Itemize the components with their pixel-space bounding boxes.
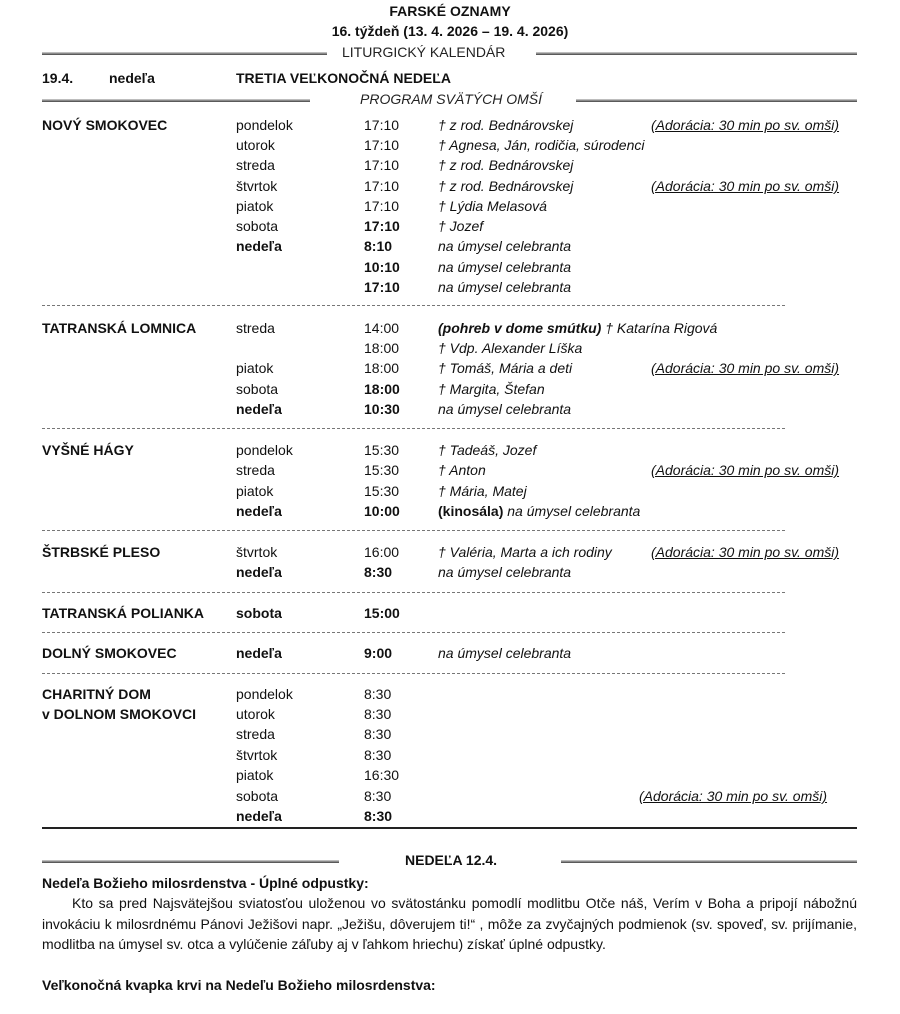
mass-row xyxy=(0,176,900,196)
header-rule-right xyxy=(576,99,857,102)
mass-time: 8:30 xyxy=(364,564,393,580)
dashed-divider xyxy=(42,428,785,429)
mass-day: nedeľa xyxy=(236,503,282,519)
liturgical-calendar-header xyxy=(42,44,857,61)
dashed-divider xyxy=(42,592,785,593)
adoration-note: (Adorácia: 30 min po sv. omši) xyxy=(651,544,840,560)
mass-time: 10:10 xyxy=(364,259,400,275)
location-name: TATRANSKÁ LOMNICA xyxy=(42,320,197,336)
mass-row xyxy=(0,257,900,277)
mass-intention: † z rod. Bednárovskej xyxy=(438,157,574,173)
mass-time: 17:10 xyxy=(364,157,400,173)
mass-intention: † Tomáš, Mária a deti xyxy=(438,360,573,376)
mass-row xyxy=(0,501,900,521)
mass-time: 8:30 xyxy=(364,706,392,722)
mass-day: pondelok xyxy=(236,686,293,702)
dashed-divider xyxy=(42,305,785,306)
mass-time: 17:10 xyxy=(364,137,400,153)
mass-intention: † z rod. Bednárovskej xyxy=(438,117,574,133)
mass-intention: na úmysel celebranta xyxy=(438,279,572,295)
adoration-note: (Adorácia: 30 min po sv. omši) xyxy=(639,788,828,804)
mass-time: 10:00 xyxy=(364,503,400,519)
mass-day: pondelok xyxy=(236,442,293,458)
mass-row xyxy=(0,643,900,663)
mass-intention: na úmysel celebranta xyxy=(438,238,572,254)
page-title: FARSKÉ OZNAMY xyxy=(389,3,511,19)
announcement-title: Nedeľa Božieho milosrdenstva - Úplné odpustky: xyxy=(42,875,369,891)
mass-time: 15:30 xyxy=(364,462,400,478)
mass-day: nedeľa xyxy=(236,564,282,580)
adoration-note: (Adorácia: 30 min po sv. omši) xyxy=(651,178,840,194)
mass-time: 8:30 xyxy=(364,788,392,804)
mass-intention: † Valéria, Marta a ich rodiny xyxy=(438,544,612,560)
mass-day: sobota xyxy=(236,381,279,397)
dashed-divider xyxy=(42,632,785,633)
mass-time: 17:10 xyxy=(364,218,400,234)
adoration-note: (Adorácia: 30 min po sv. omši) xyxy=(651,462,840,478)
mass-intention-group xyxy=(438,501,640,521)
location-name: DOLNÝ SMOKOVEC xyxy=(42,645,177,661)
header-rule-left xyxy=(42,99,310,102)
announcement-blood-drive xyxy=(42,977,857,993)
header-rule-right xyxy=(561,860,857,863)
mass-row xyxy=(0,399,900,419)
mass-intention: na úmysel celebranta xyxy=(438,259,572,275)
mass-program-header xyxy=(42,91,857,108)
mass-note-prefix: (kinosála) xyxy=(438,503,504,519)
mass-intention: † z rod. Bednárovskej xyxy=(438,178,574,194)
mass-intention: † Jozef xyxy=(438,218,484,234)
mass-row xyxy=(0,440,900,460)
mass-time: 8:30 xyxy=(364,726,392,742)
announcements-header xyxy=(42,852,857,869)
mass-day: sobota xyxy=(236,788,279,804)
mass-intention: † Lýdia Melasová xyxy=(438,198,547,214)
mass-intention: † Tadeáš, Jozef xyxy=(438,442,537,458)
mass-time: 15:00 xyxy=(364,605,400,621)
location-name: NOVÝ SMOKOVEC xyxy=(42,117,168,133)
mass-time: 8:30 xyxy=(364,686,392,702)
mass-day: nedeľa xyxy=(236,808,282,824)
mass-time: 18:00 xyxy=(364,360,400,376)
mass-row xyxy=(0,216,900,236)
mass-time: 17:10 xyxy=(364,117,400,133)
location-name-line2: v DOLNOM SMOKOVCI xyxy=(42,706,197,722)
mass-time: 9:00 xyxy=(364,645,393,661)
announcements-section-label: NEDEĽA 12.4. xyxy=(405,852,498,868)
mass-intention: † Mária, Matej xyxy=(438,483,527,499)
liturgical-calendar-label: LITURGICKÝ KALENDÁR xyxy=(342,44,506,60)
mass-intention-group xyxy=(438,318,717,338)
mass-row xyxy=(0,155,900,175)
liturgical-day: nedeľa xyxy=(109,70,155,86)
mass-time: 17:10 xyxy=(364,198,400,214)
header-rule-left xyxy=(42,52,327,55)
table-bottom-rule xyxy=(42,827,857,829)
mass-time: 18:00 xyxy=(364,340,400,356)
mass-row xyxy=(0,358,900,378)
mass-row xyxy=(0,379,900,399)
mass-row xyxy=(0,806,900,826)
header-rule-right xyxy=(536,52,857,55)
liturgical-date: 19.4. xyxy=(42,70,74,86)
mass-time: 10:30 xyxy=(364,401,400,417)
mass-day: streda xyxy=(236,157,275,173)
adoration-note: (Adorácia: 30 min po sv. omši) xyxy=(651,117,840,133)
mass-day: pondelok xyxy=(236,117,293,133)
mass-row xyxy=(0,684,900,704)
mass-day: piatok xyxy=(236,360,274,376)
mass-row xyxy=(0,277,900,297)
mass-time: 15:30 xyxy=(364,483,400,499)
mass-day: piatok xyxy=(236,198,274,214)
mass-day: streda xyxy=(236,320,275,336)
mass-day: streda xyxy=(236,462,275,478)
mass-time: 14:00 xyxy=(364,320,400,336)
mass-day: sobota xyxy=(236,605,282,621)
mass-time: 18:00 xyxy=(364,381,400,397)
location-name: TATRANSKÁ POLIANKA xyxy=(42,605,205,621)
mass-row xyxy=(0,236,900,256)
mass-row xyxy=(0,115,900,135)
mass-time: 8:10 xyxy=(364,238,393,254)
mass-day: piatok xyxy=(236,483,274,499)
liturgical-feast: TRETIA VEĽKONOČNÁ NEDEĽA xyxy=(236,70,451,86)
mass-row xyxy=(0,704,900,724)
location-name: CHARITNÝ DOM xyxy=(42,686,151,702)
adoration-note: (Adorácia: 30 min po sv. omši) xyxy=(651,360,840,376)
mass-intention: † Katarína Rigová xyxy=(605,320,718,336)
mass-time: 16:30 xyxy=(364,767,400,783)
mass-row xyxy=(0,460,900,480)
mass-intention: † Anton xyxy=(438,462,486,478)
mass-row xyxy=(0,542,900,562)
mass-intention: na úmysel celebranta xyxy=(507,503,641,519)
mass-row xyxy=(0,135,900,155)
mass-time: 17:10 xyxy=(364,178,400,194)
mass-row xyxy=(0,603,900,623)
dashed-divider xyxy=(42,673,785,674)
mass-day: nedeľa xyxy=(236,401,282,417)
announcement-body: Kto sa pred Najsvätejšou sviatosťou uloženou vo svätostánku pomodlí modlitbu Otče náš, Verím v Boha a pripojí nábožnú invokáciu k milosrdnému Pánovi Ježišovi napr. „Ježišu, dôverujem ti!“ , môže za zvyčajných podmienok (sv. spoveď, sv. prijímanie, modlitba na úmysel sv. otca a vylúčenie záľuby aj v ľahkom hriechu) získať úplné odpustky. xyxy=(42,895,857,952)
mass-row xyxy=(0,765,900,785)
mass-day: streda xyxy=(236,726,275,742)
announcement-title: Veľkonočná kvapka krvi na Nedeľu Božieho milosrdenstva: xyxy=(42,977,436,993)
announcement-indulgences xyxy=(42,875,857,955)
mass-day: utorok xyxy=(236,706,275,722)
mass-day: štvrtok xyxy=(236,747,278,763)
mass-intention: † Vdp. Alexander Líška xyxy=(438,340,583,356)
mass-time: 8:30 xyxy=(364,808,393,824)
mass-time: 17:10 xyxy=(364,279,400,295)
mass-intention: na úmysel celebranta xyxy=(438,645,572,661)
week-range: 16. týždeň (13. 4. 2026 – 19. 4. 2026) xyxy=(331,23,569,39)
mass-intention: † Agnesa, Ján, rodičia, súrodenci xyxy=(438,137,645,153)
mass-day: štvrtok xyxy=(236,178,278,194)
mass-program-label: PROGRAM SVÄTÝCH OMŠÍ xyxy=(360,91,543,107)
mass-row xyxy=(0,786,900,806)
location-name: VYŠNÉ HÁGY xyxy=(42,442,134,458)
mass-note-prefix: (pohreb v dome smútku) xyxy=(438,320,602,336)
mass-day: sobota xyxy=(236,218,279,234)
mass-row xyxy=(0,481,900,501)
mass-row xyxy=(0,724,900,744)
mass-row xyxy=(0,338,900,358)
mass-time: 8:30 xyxy=(364,747,392,763)
location-name: ŠTRBSKÉ PLESO xyxy=(42,544,161,560)
mass-day: nedeľa xyxy=(236,238,282,254)
mass-time: 15:30 xyxy=(364,442,400,458)
mass-time: 16:00 xyxy=(364,544,400,560)
mass-day: štvrtok xyxy=(236,544,278,560)
mass-intention: † Margita, Štefan xyxy=(438,381,545,397)
mass-row xyxy=(0,745,900,765)
mass-intention: na úmysel celebranta xyxy=(438,401,572,417)
mass-day: piatok xyxy=(236,767,274,783)
header-rule-left xyxy=(42,860,339,863)
mass-row xyxy=(0,196,900,216)
mass-day: nedeľa xyxy=(236,645,282,661)
dashed-divider xyxy=(42,530,785,531)
mass-day: utorok xyxy=(236,137,275,153)
mass-row xyxy=(0,562,900,582)
mass-row xyxy=(0,318,900,338)
mass-intention: na úmysel celebranta xyxy=(438,564,572,580)
